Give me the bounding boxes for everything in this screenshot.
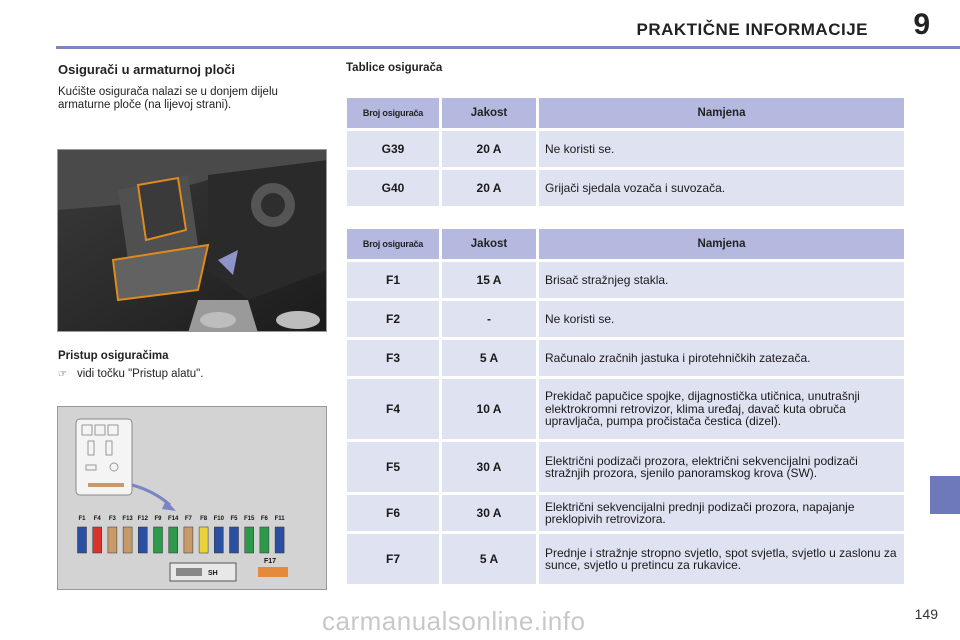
fuse-rating-cell: 10 A	[442, 379, 536, 439]
fuse	[138, 527, 147, 553]
fuse	[199, 527, 208, 553]
fuse-rating-cell: 5 A	[442, 534, 536, 584]
fuse-purpose-cell: Prednje i stražnje stropno svjetlo, spot svjetla, svjetlo u zaslonu za sunce, svjetlo u pretincu za rukavice.	[539, 534, 904, 584]
fuse-rating-cell: 30 A	[442, 442, 536, 492]
fuse	[260, 527, 269, 553]
fuse-label: F15	[244, 516, 255, 522]
pointer-icon: ☞	[58, 369, 67, 380]
chapter-number: 9	[913, 8, 930, 41]
access-item-text: vidi točku "Pristup alatu".	[76, 368, 204, 380]
page-number: 149	[914, 606, 938, 622]
table-header-row	[347, 229, 904, 259]
header-rule	[56, 46, 960, 49]
fuse-purpose-cell: Električni podizači prozora, električni sekvencijalni podizači stražnjih prozora, sjenilo panoramskog krova (SW).	[539, 442, 904, 492]
fuse	[108, 527, 117, 553]
fuse	[169, 527, 178, 553]
fuse-diagram-svg	[58, 407, 327, 590]
fuse	[230, 527, 239, 553]
fuse-purpose-cell: Ne koristi se.	[539, 131, 904, 167]
fuse-table-2	[344, 226, 907, 587]
watermark: carmanualsonline.info	[322, 606, 586, 636]
fuse	[184, 527, 193, 553]
fuse-label: F8	[200, 516, 208, 522]
header-rating: Jakost	[442, 229, 536, 259]
fuse-table-1	[344, 95, 907, 209]
table-row	[347, 340, 904, 376]
fuse-number-cell: G40	[347, 170, 439, 206]
fuse-label: F4	[93, 516, 101, 522]
table-row	[347, 301, 904, 337]
fuse	[154, 527, 163, 553]
fuse-rating-cell: 20 A	[442, 131, 536, 167]
access-title: Pristup osiguračima	[58, 350, 169, 362]
fuse-purpose-cell: Grijači sjedala vozača i suvozača.	[539, 170, 904, 206]
table-row	[347, 442, 904, 492]
fuse-rating-cell: -	[442, 301, 536, 337]
fuse-number-cell: F4	[347, 379, 439, 439]
fuse-box-diagram	[57, 406, 327, 590]
header-purpose: Namjena	[539, 229, 904, 259]
fuse-number-cell: F6	[347, 495, 439, 531]
fuse-number-cell: G39	[347, 131, 439, 167]
fuse-rating-cell: 30 A	[442, 495, 536, 531]
header-rating: Jakost	[442, 98, 536, 128]
fuse	[245, 527, 254, 553]
fuse-label: F14	[168, 516, 179, 522]
section-title: Osigurači u armaturnoj ploči	[58, 62, 235, 77]
header-number: Broj osigurača	[347, 98, 439, 128]
fuse-purpose-cell: Prekidač papučice spojke, dijagnostička utičnica, unutrašnji elektrokromni retrovizor, klima uređaj, davač kuta obruča upravljača, pumpa pročistača čestica (dizel).	[539, 379, 904, 439]
fuse-number-cell: F1	[347, 262, 439, 298]
fuse	[78, 527, 87, 553]
dashboard-photo	[57, 149, 327, 332]
fuse-number-cell: F2	[347, 301, 439, 337]
fuse-label: F9	[154, 516, 162, 522]
table-row	[347, 131, 904, 167]
fuse-label: F6	[260, 516, 268, 522]
fuse	[123, 527, 132, 553]
table-row	[347, 170, 904, 206]
fuse-number-cell: F7	[347, 534, 439, 584]
table-header-row	[347, 98, 904, 128]
header-purpose: Namjena	[539, 98, 904, 128]
fuse-rating-cell: 5 A	[442, 340, 536, 376]
page-header-title: PRAKTIČNE INFORMACIJE	[636, 20, 868, 39]
header-number: Broj osigurača	[347, 229, 439, 259]
fuse	[93, 527, 102, 553]
sh-label: SH	[208, 570, 218, 577]
f17-label: F17	[264, 558, 277, 565]
table-row	[347, 262, 904, 298]
fuse-purpose-cell: Brisač stražnjeg stakla.	[539, 262, 904, 298]
chapter-side-tab	[930, 476, 960, 514]
fuse-purpose-cell: Ne koristi se.	[539, 301, 904, 337]
fuse-label: F7	[184, 516, 192, 522]
fuse-label: F1	[78, 516, 86, 522]
dashboard-illustration	[58, 150, 327, 332]
fuse	[275, 527, 284, 553]
fuse-label: F5	[230, 516, 238, 522]
fuse-label: F10	[213, 516, 224, 522]
table-row	[347, 534, 904, 584]
fuse-number-cell: F5	[347, 442, 439, 492]
f17-fuse	[258, 567, 288, 577]
fuse-label: F13	[122, 516, 133, 522]
fuse-label: F3	[108, 516, 116, 522]
table-row	[347, 495, 904, 531]
tables-title: Tablice osigurača	[346, 62, 443, 74]
table-row	[347, 379, 904, 439]
fuse	[214, 527, 223, 553]
fuse-purpose-cell: Električni sekvencijalni prednji podizači prozora, napajanje preklopivih retrovizora.	[539, 495, 904, 531]
fuse-rating-cell: 15 A	[442, 262, 536, 298]
section-description: Kućište osigurača nalazi se u donjem dijelu armaturne ploče (na lijevoj strani).	[58, 86, 278, 111]
fuse-label: F11	[274, 516, 285, 522]
access-item	[58, 368, 203, 382]
fuse-purpose-cell: Računalo zračnih jastuka i pirotehničkih zatezača.	[539, 340, 904, 376]
fuse-label: F12	[137, 516, 148, 522]
fuse-number-cell: F3	[347, 340, 439, 376]
fuse-rating-cell: 20 A	[442, 170, 536, 206]
